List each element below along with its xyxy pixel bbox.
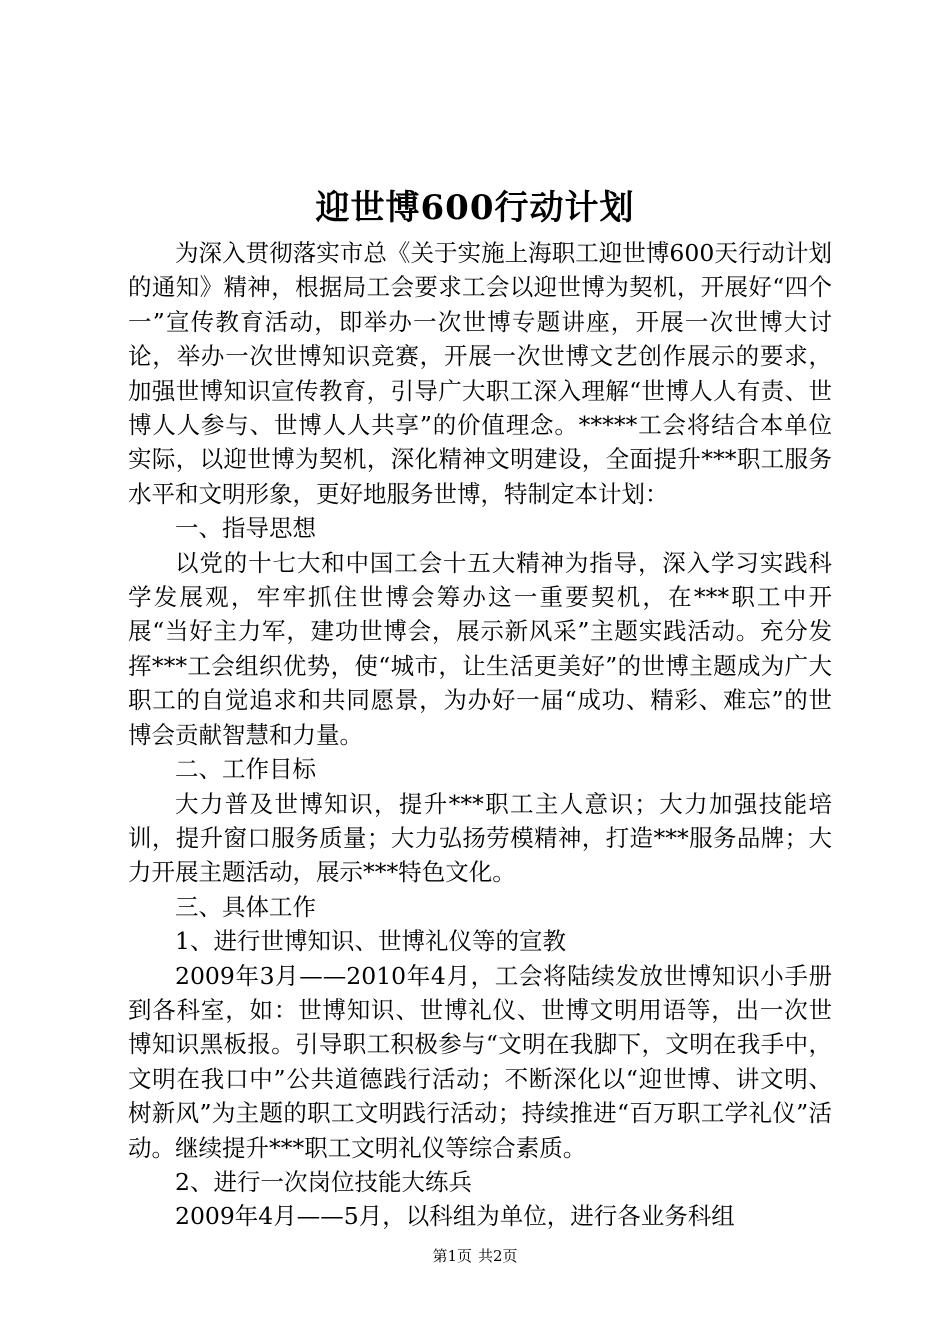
document-title: 迎世博600行动计划 — [315, 188, 635, 228]
page-number: 第1页 — [432, 1247, 472, 1265]
intro-paragraph: 为深入贯彻落实市总《关于实施上海职工迎世博600天行动计划的通知》精神，根据局工会要求工会以迎世博为契机，开展好“四个一”宣传教育活动，即举办一次世博专题讲座，开展一次世博大讨论，举办一次世博知识竞赛，开展一次世博文艺创作展示的要求，加强世博知识宣传教育，引导广大职工深入理解“世博人人有责、世博人人参与、世博人人共享”的价值理念。*****工会将结合本单位实际，以迎世博为契机，深化精神文明建设，全面提升***职工服务水平和文明形象，更好地服务世博，特制定本计划： — [128, 239, 832, 508]
expo-knowledge-paragraph: 2009年3月——2010年4月，工会将陆续发放世博知识小手册到各科室，如：世博知识、世博礼仪、世博文明用语等，出一次世博知识黑板报。引导职工积极参与“文明在我脚下，文明在我手中，文明在我口中”公共道德践行活动；不断深化以“迎世博、讲文明、树新风”为主题的职工文明践行活动；持续推进“百万职工学礼仪”活动。继续提升***职工文明礼仪等综合素质。 — [128, 961, 832, 1162]
work-goals-paragraph: 大力普及世博知识，提升***职工主人意识；大力加强技能培训，提升窗口服务质量；大力弘扬劳模精神，打造***服务品牌；大力开展主题活动，展示***特色文化。 — [128, 789, 832, 887]
section-heading-work-goals: 二、工作目标 — [175, 755, 316, 784]
section-heading-guiding-ideology: 一、指导思想 — [175, 514, 316, 543]
skills-training-paragraph: 2009年4月——5月，以科组为单位，进行各业务科组 — [175, 1202, 735, 1231]
page-total: 共2页 — [478, 1247, 518, 1265]
section-heading-specific-work: 三、具体工作 — [175, 892, 316, 921]
subheading-expo-knowledge: 1、进行世博知识、世博礼仪等的宣教 — [175, 927, 566, 956]
page-footer — [0, 1244, 950, 1268]
subheading-skills-training: 2、进行一次岗位技能大练兵 — [175, 1167, 472, 1196]
guiding-ideology-paragraph: 以党的十七大和中国工会十五大精神为指导，深入学习实践科学发展观，牢牢抓住世博会筹办这一重要契机，在***职工中开展“当好主力军，建功世博会，展示新风采”主题实践活动。充分发挥***工会组织优势，使“城市，让生活更美好”的世博主题成为广大职工的自觉追求和共同愿景，为办好一届“成功、精彩、难忘”的世博会贡献智慧和力量。 — [128, 548, 832, 749]
document-body — [128, 236, 832, 1234]
